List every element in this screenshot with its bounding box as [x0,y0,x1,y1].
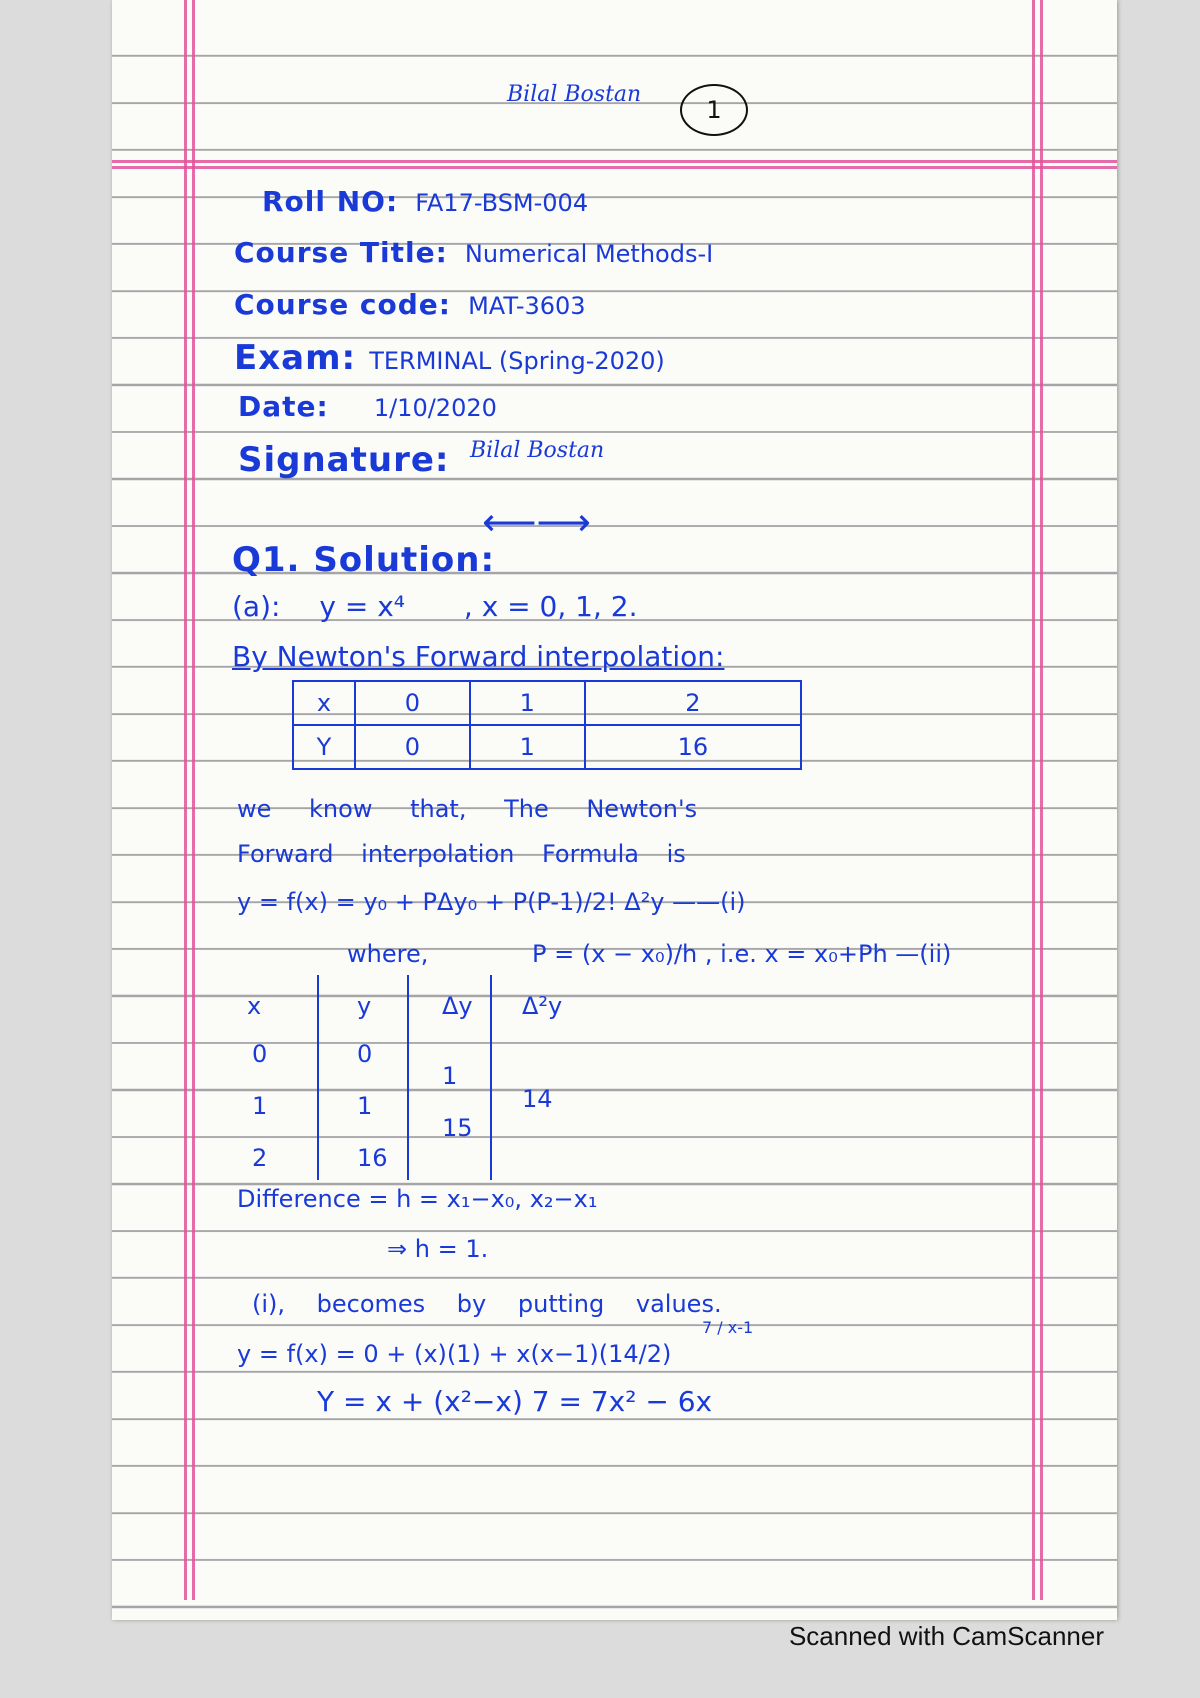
values-table-cell: Y [293,725,355,769]
left-margin-line-2 [192,0,195,1600]
course-title-label: Course Title: [234,236,448,269]
p-definition: P = (x − x₀)/h , i.e. x = x₀+Ph —(ii) [532,940,952,968]
course-code-label: Course code: [234,288,451,321]
substitution: y = f(x) = 0 + (x)(1) + x(x−1)(14/2) [237,1340,672,1368]
values-table-cell: x [293,681,355,725]
header-signature: Bilal Bostan [507,82,642,107]
scanner-footer: Scanned with CamScanner [788,1621,1104,1651]
roll-no-value: FA17-BSM-004 [415,189,589,217]
know-line: we know that, The Newton's [237,795,698,823]
formula-intro: Forward interpolation Formula is [237,840,686,868]
values-table [292,680,802,770]
diff-table-divider-1 [317,975,319,1180]
diff-table-divider-3 [490,975,492,1180]
values-table-row [293,725,801,769]
diff-table-header: y [357,992,372,1020]
q1-heading: Q1. Solution: [232,540,496,580]
double-arrow: ⟵⟶ [482,500,591,544]
date-label: Date: [238,390,329,423]
final-answer: Y = x + (x²−x) 7 = 7x² − 6x [317,1385,713,1418]
values-table-body [293,681,801,769]
values-table-cell: 2 [585,681,801,725]
right-margin-line-2 [1040,0,1043,1600]
diff-table-x: 2 [252,1144,268,1172]
date-row [238,390,497,423]
method-line: By Newton's Forward interpolation: [232,640,725,673]
page-number: 1 [680,84,748,136]
course-code-value: MAT-3603 [468,292,586,320]
values-table-cell: 0 [355,725,470,769]
part-a-row [232,590,637,623]
diff-table-header: Δ²y [522,992,563,1020]
course-title-row [234,236,713,269]
left-margin-line [184,0,187,1600]
exam-row [234,338,665,378]
signature-row [238,440,450,480]
part-a-label: (a): [232,590,281,623]
values-table-cell: 0 [355,681,470,725]
diff-table-header: Δy [442,992,473,1020]
part-a-function: y = x⁴ [319,590,405,623]
diff-table-x: 0 [252,1040,268,1068]
roll-no-label: Roll NO: [262,185,399,218]
diff-table-divider-2 [407,975,409,1180]
notebook-page [112,0,1117,1620]
diff-table-dy: 15 [442,1114,473,1142]
course-title-value: Numerical Methods-I [464,240,714,268]
course-code-row [234,288,586,321]
right-margin-line [1032,0,1035,1600]
diff-table-y: 1 [357,1092,373,1120]
diff-table-y: 16 [357,1144,388,1172]
substitution-note: 7 / x-1 [702,1318,754,1337]
diff-table-y: 0 [357,1040,373,1068]
diff-table-d2y: 14 [522,1085,553,1113]
part-a-points: , x = 0, 1, 2. [463,590,638,623]
signature-label: Signature: [238,440,450,480]
date-value: 1/10/2020 [373,394,497,422]
becomes-line: (i), becomes by putting values. [252,1290,722,1318]
values-table-cell: 16 [585,725,801,769]
values-table-cell: 1 [470,681,585,725]
where-text: where, [347,940,429,968]
diff-table-dy: 1 [442,1062,458,1090]
exam-value: TERMINAL (Spring-2020) [369,347,665,375]
diff-table-x: 1 [252,1092,268,1120]
signature-value: Bilal Bostan [470,438,605,463]
h-value: ⇒ h = 1. [387,1235,489,1263]
difference-line: Difference = h = x₁−x₀, x₂−x₁ [237,1185,598,1213]
header-rule-2 [112,166,1117,169]
header-rule [112,160,1117,163]
exam-label: Exam: [234,338,357,378]
diff-table-header: x [247,992,262,1020]
formula: y = f(x) = y₀ + PΔy₀ + P(P-1)/2! Δ²y ——(i) [237,888,746,916]
roll-no-row [262,185,588,218]
values-table-cell: 1 [470,725,585,769]
values-table-row [293,681,801,725]
